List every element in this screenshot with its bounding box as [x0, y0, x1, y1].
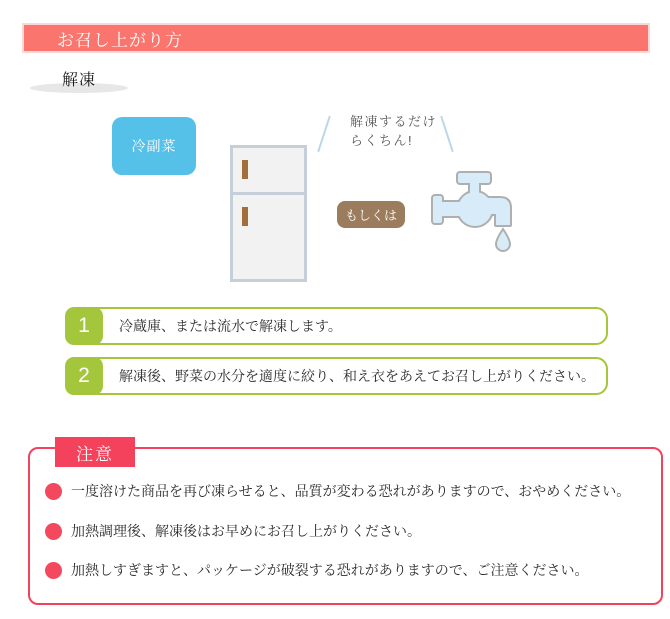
bullet-circle-icon: [45, 523, 62, 540]
callout-emphasis-line-left: [317, 116, 331, 153]
caution-item-3: [45, 560, 588, 580]
refrigerator-icon: [230, 145, 307, 282]
step-row-1: [65, 307, 608, 345]
refrigerator-divider: [233, 192, 304, 195]
step-2-number: 2: [65, 357, 103, 395]
bullet-circle-icon: [45, 562, 62, 579]
faucet-icon: [430, 169, 518, 255]
water-drop-icon: [496, 229, 510, 251]
caution-header: 注意: [55, 437, 135, 467]
section-header-how-to-eat: [22, 23, 650, 53]
or-badge: [337, 201, 405, 228]
caution-item-2-text: 加熱調理後、解凍後はお早めにお召し上がりください。: [71, 523, 421, 539]
callout-line2: らくちん!: [350, 133, 414, 148]
defrost-label: 解凍: [62, 72, 97, 89]
caution-box: [28, 447, 663, 605]
product-badge: [112, 117, 196, 175]
caution-item-2: [45, 521, 421, 541]
step-1-text: 冷蔵庫、または流水で解凍します。: [119, 318, 342, 334]
refrigerator-handle-top: [242, 160, 248, 179]
step-2-text: 解凍後、野菜の水分を適度に絞り、和え衣をあえてお召し上がりください。: [119, 368, 595, 384]
step-row-2: [65, 357, 608, 395]
caution-item-1-text: 一度溶けた商品を再び凍らせると、品質が変わる恐れがありますので、おやめください。: [71, 483, 631, 499]
step-1-number: 1: [65, 307, 103, 345]
caution-item-3-text: 加熱しすぎますと、パッケージが破裂する恐れがありますので、ご注意ください。: [71, 562, 589, 578]
page-title: お召し上がり方: [57, 30, 183, 50]
callout-line1: 解凍するだけ: [350, 114, 438, 129]
refrigerator-handle-bottom: [242, 207, 248, 226]
or-badge-label: もしくは: [344, 208, 397, 223]
caution-item-1: [45, 481, 630, 501]
callout-emphasis-line-right: [440, 116, 454, 153]
callout-text: [350, 112, 437, 150]
product-badge-label: 冷副菜: [131, 138, 177, 154]
bullet-circle-icon: [45, 483, 62, 500]
